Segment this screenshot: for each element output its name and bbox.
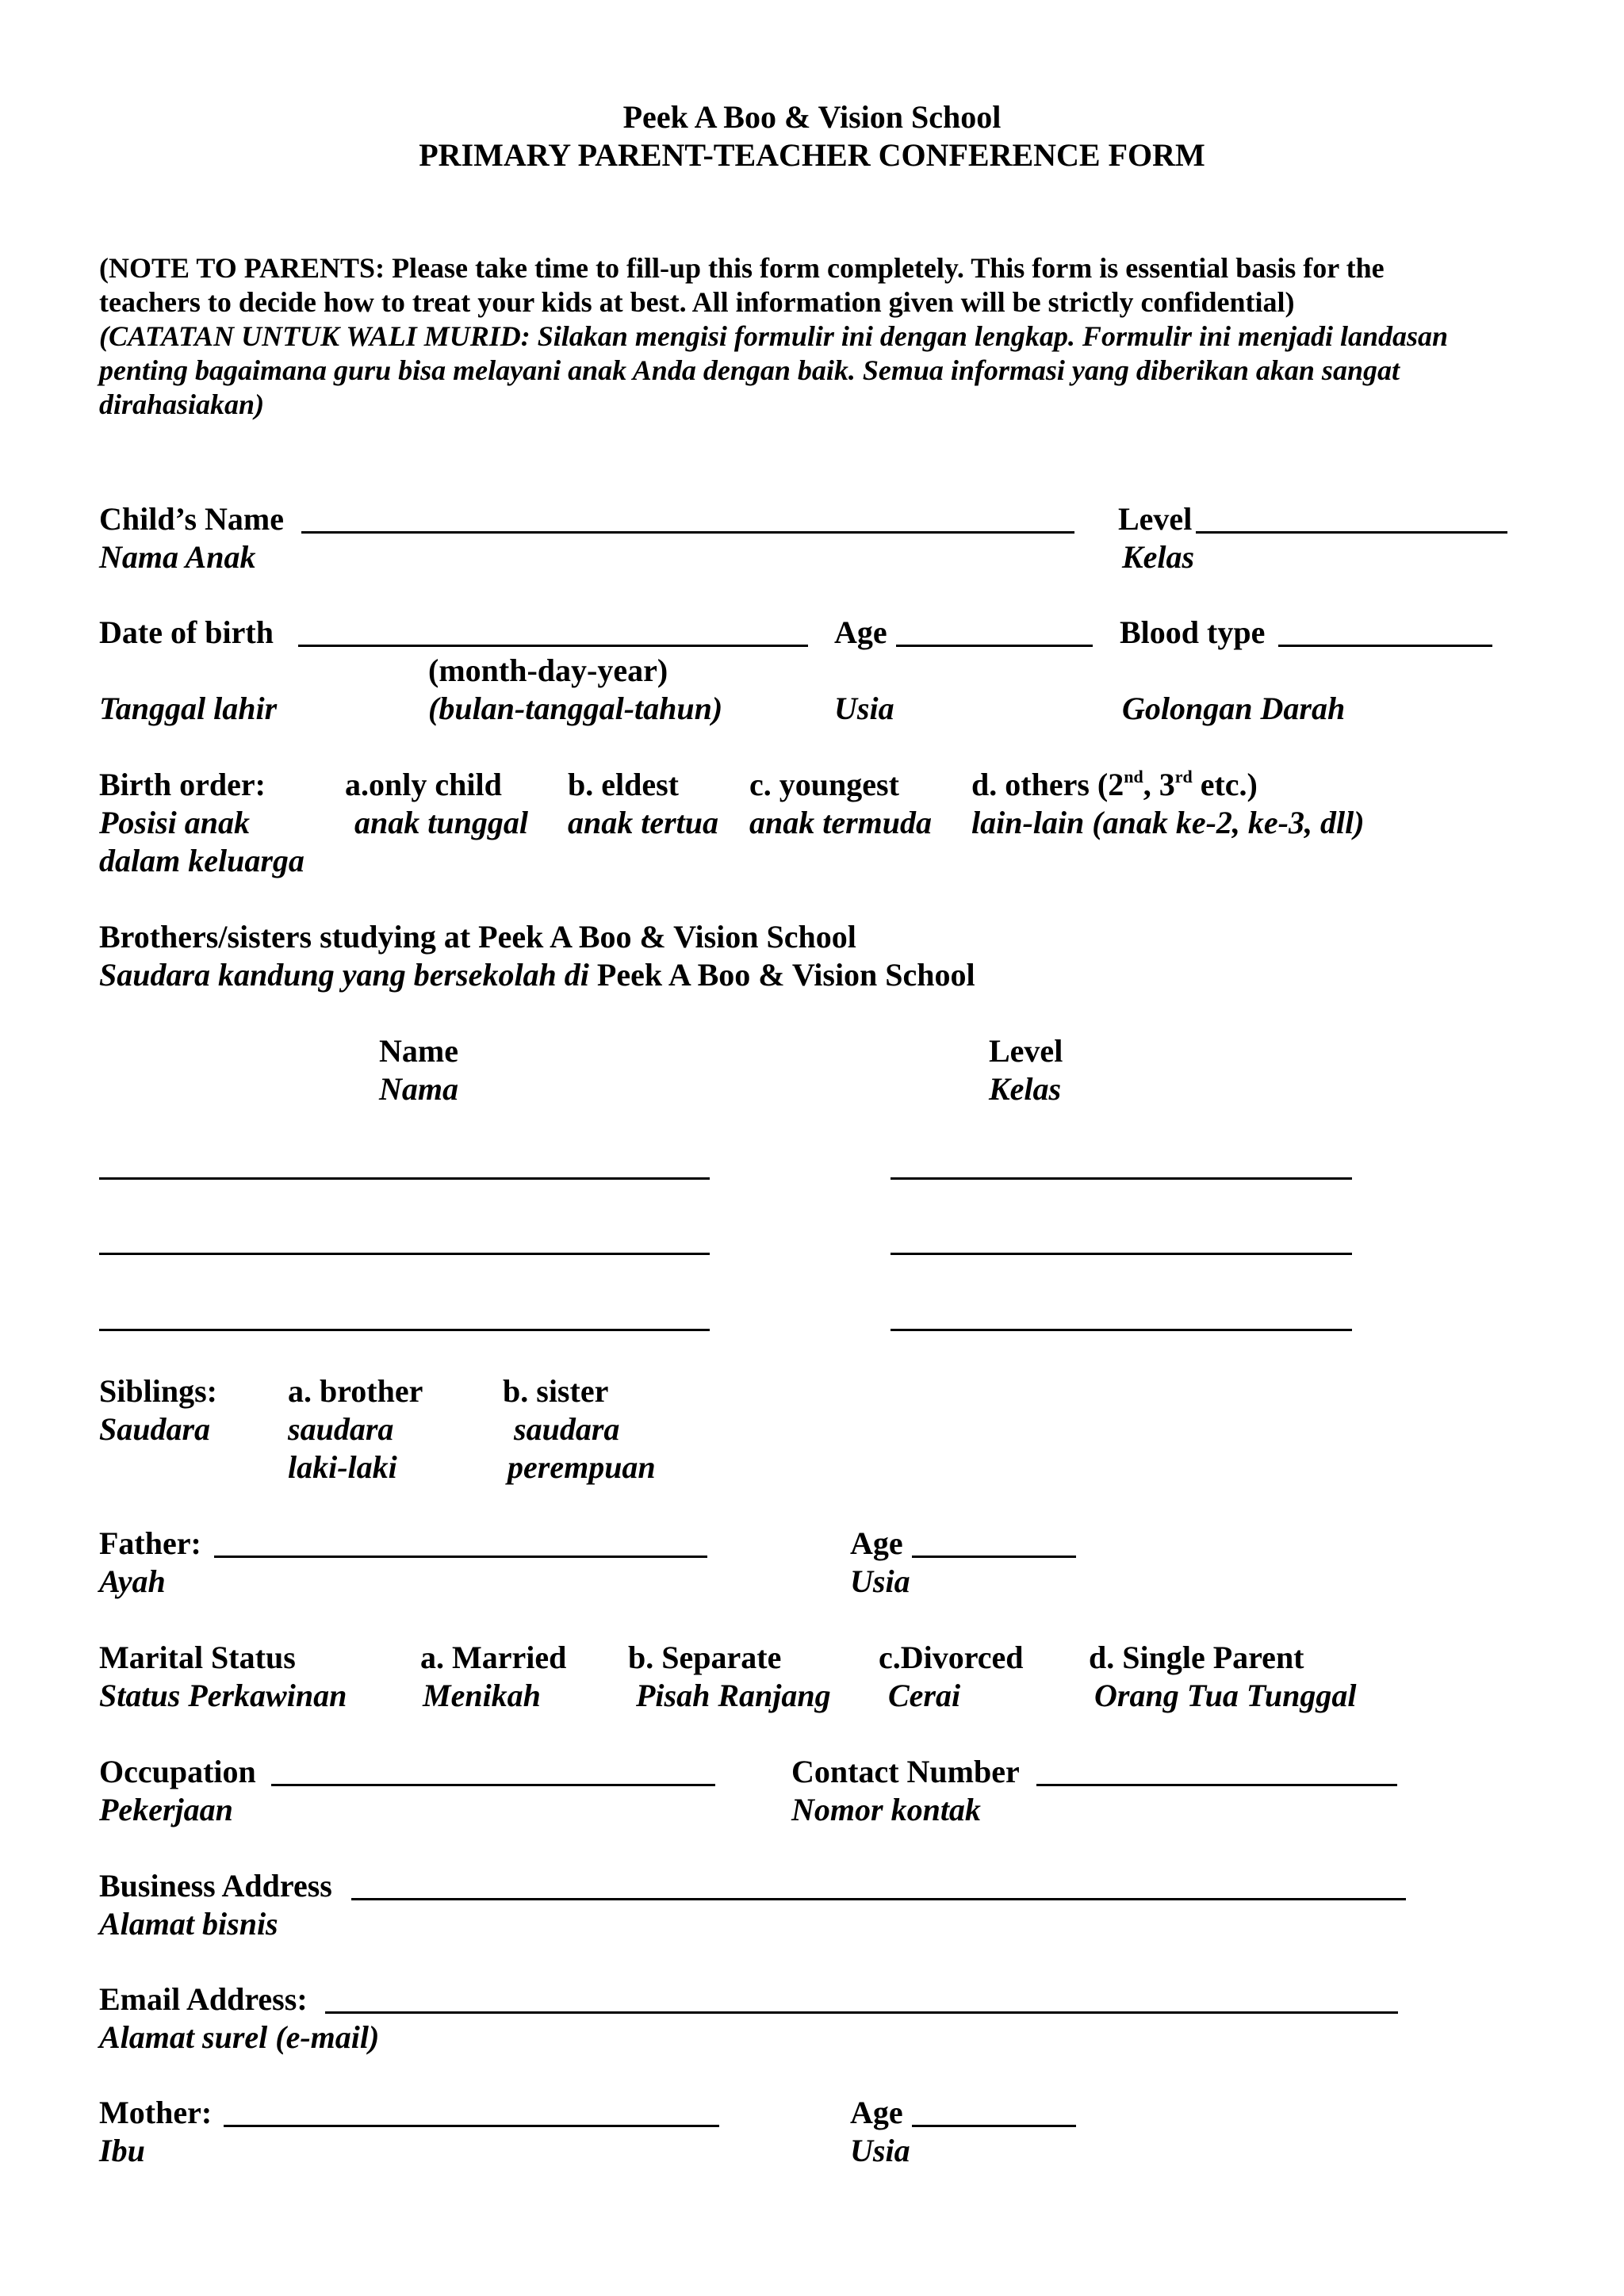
birth-order-label-id-1: Posisi anak [99,805,251,840]
occupation-field[interactable] [271,1784,715,1786]
marital-opt-a[interactable]: a. Married [420,1640,567,1675]
age-label-id: Usia [834,691,894,726]
sibling-name-field-3[interactable] [99,1329,710,1331]
siblings-opt-b[interactable]: b. sister [503,1373,609,1409]
marital-opt-b[interactable]: b. Separate [628,1640,782,1675]
note-id-line3: dirahasiakan) [99,388,265,420]
marital-status-label-id: Status Perkawinan [99,1678,347,1713]
col-name-header: Name [379,1033,458,1069]
birth-order-opt-b-id: anak tertua [568,805,719,840]
age-field[interactable] [896,645,1093,647]
marital-opt-a-id: Menikah [423,1678,541,1713]
business-address-label-id: Alamat bisnis [99,1906,278,1942]
col-name-header-id: Nama [379,1071,458,1107]
form-title: PRIMARY PARENT-TEACHER CONFERENCE FORM [419,137,1205,173]
sibling-name-field-2[interactable] [99,1253,710,1255]
siblings-opt-a-id-2: laki-laki [288,1449,397,1485]
birth-order-label: Birth order: [99,767,266,802]
birth-order-opt-d-id: lain-lain (anak ke-2, ke-3, dll) [971,805,1365,840]
email-address-label-id: Alamat surel (e-mail) [99,2019,380,2055]
opt-d-mid: , 3 [1143,767,1175,802]
col-level-header: Level [989,1033,1063,1069]
contact-number-label: Contact Number [791,1754,1020,1789]
mother-label-id: Ibu [99,2133,145,2168]
blood-type-label-id: Golongan Darah [1122,691,1346,726]
occupation-label-id: Pekerjaan [99,1792,233,1827]
blood-type-field[interactable] [1278,645,1492,647]
mother-label: Mother: [99,2095,213,2130]
dob-format: (month-day-year) [428,652,668,688]
birth-order-opt-a-id: anak tunggal [354,805,528,840]
level-label-id: Kelas [1122,539,1195,575]
siblings-opt-b-id-1: saudara [514,1411,620,1447]
note-en-line1: (NOTE TO PARENTS: Please take time to fill-up this form completely. This form is essential basis for the [99,252,1385,284]
dob-label: Date of birth [99,614,274,650]
father-age-field[interactable] [912,1556,1076,1558]
sibling-level-field-2[interactable] [891,1253,1352,1255]
marital-opt-d[interactable]: d. Single Parent [1089,1640,1304,1675]
sibling-level-field-1[interactable] [891,1177,1352,1180]
marital-opt-c[interactable]: c.Divorced [879,1640,1024,1675]
marital-opt-b-id: Pisah Ranjang [636,1678,831,1713]
dob-format-id: (bulan-tanggal-tahun) [428,691,723,726]
dob-label-id: Tanggal lahir [99,691,278,726]
father-name-field[interactable] [214,1556,707,1558]
email-address-label: Email Address: [99,1981,308,2017]
father-label: Father: [99,1525,201,1561]
birth-order-opt-c-id: anak termuda [749,805,933,840]
dob-field[interactable] [298,645,808,647]
contact-number-field[interactable] [1036,1784,1397,1786]
contact-number-label-id: Nomor kontak [791,1792,981,1827]
mother-age-label-id: Usia [850,2133,910,2168]
marital-status-label: Marital Status [99,1640,296,1675]
father-label-id: Ayah [99,1563,166,1599]
childs-name-label: Child’s Name [99,501,284,537]
opt-d-sup2: rd [1174,767,1193,786]
siblings-label-id: Saudara [99,1411,211,1447]
siblings-opt-a-id-1: saudara [288,1411,394,1447]
father-age-label-id: Usia [850,1563,910,1599]
col-level-header-id: Kelas [989,1071,1062,1107]
childs-name-label-id: Nama Anak [99,539,256,575]
marital-opt-c-id: Cerai [888,1678,961,1713]
note-en-line2: teachers to decide how to treat your kids at best. All information given will be strictly confidential) [99,286,1295,318]
opt-d-sup1: nd [1124,767,1143,786]
email-address-field[interactable] [325,2011,1398,2014]
note-id-line1: (CATATAN UNTUK WALI MURID: Silakan mengisi formulir ini dengan lengkap. Formulir ini menjadi landasan [99,320,1449,352]
business-address-label: Business Address [99,1868,332,1904]
sibling-level-field-3[interactable] [891,1329,1352,1331]
marital-opt-d-id: Orang Tua Tunggal [1094,1678,1357,1713]
birth-order-opt-a[interactable]: a.only child [345,767,502,802]
opt-d-pre: d. others (2 [971,767,1124,802]
occupation-label: Occupation [99,1754,256,1789]
heading-id-school: Peek A Boo & Vision School [596,957,975,993]
school-name: Peek A Boo & Vision School [622,99,1002,135]
siblings-label: Siblings: [99,1373,217,1409]
level-field[interactable] [1196,531,1507,534]
blood-type-label: Blood type [1120,614,1266,650]
note-id-line2: penting bagaimana guru bisa melayani anak Anda dengan baik. Semua informasi yang diberikan akan sangat [99,354,1400,386]
birth-order-opt-c[interactable]: c. youngest [749,767,899,802]
mother-age-field[interactable] [912,2125,1076,2127]
heading-id-italic: Saudara kandung yang bersekolah di [99,957,597,993]
opt-d-post: etc.) [1192,767,1258,802]
siblings-school-heading: Brothers/sisters studying at Peek A Boo & Vision School [99,919,856,955]
birth-order-opt-d[interactable] [971,769,1258,801]
mother-name-field[interactable] [224,2125,719,2127]
sibling-name-field-1[interactable] [99,1177,710,1180]
siblings-school-heading-id [99,959,975,991]
mother-age-label: Age [850,2095,903,2130]
childs-name-field[interactable] [301,531,1074,534]
age-label: Age [834,614,887,650]
father-age-label: Age [850,1525,903,1561]
siblings-opt-a[interactable]: a. brother [288,1373,423,1409]
siblings-opt-b-id-2: perempuan [508,1449,656,1485]
business-address-field[interactable] [351,1898,1406,1900]
birth-order-opt-b[interactable]: b. eldest [568,767,679,802]
level-label: Level [1118,501,1193,537]
birth-order-label-id-2: dalam keluarga [99,843,304,878]
